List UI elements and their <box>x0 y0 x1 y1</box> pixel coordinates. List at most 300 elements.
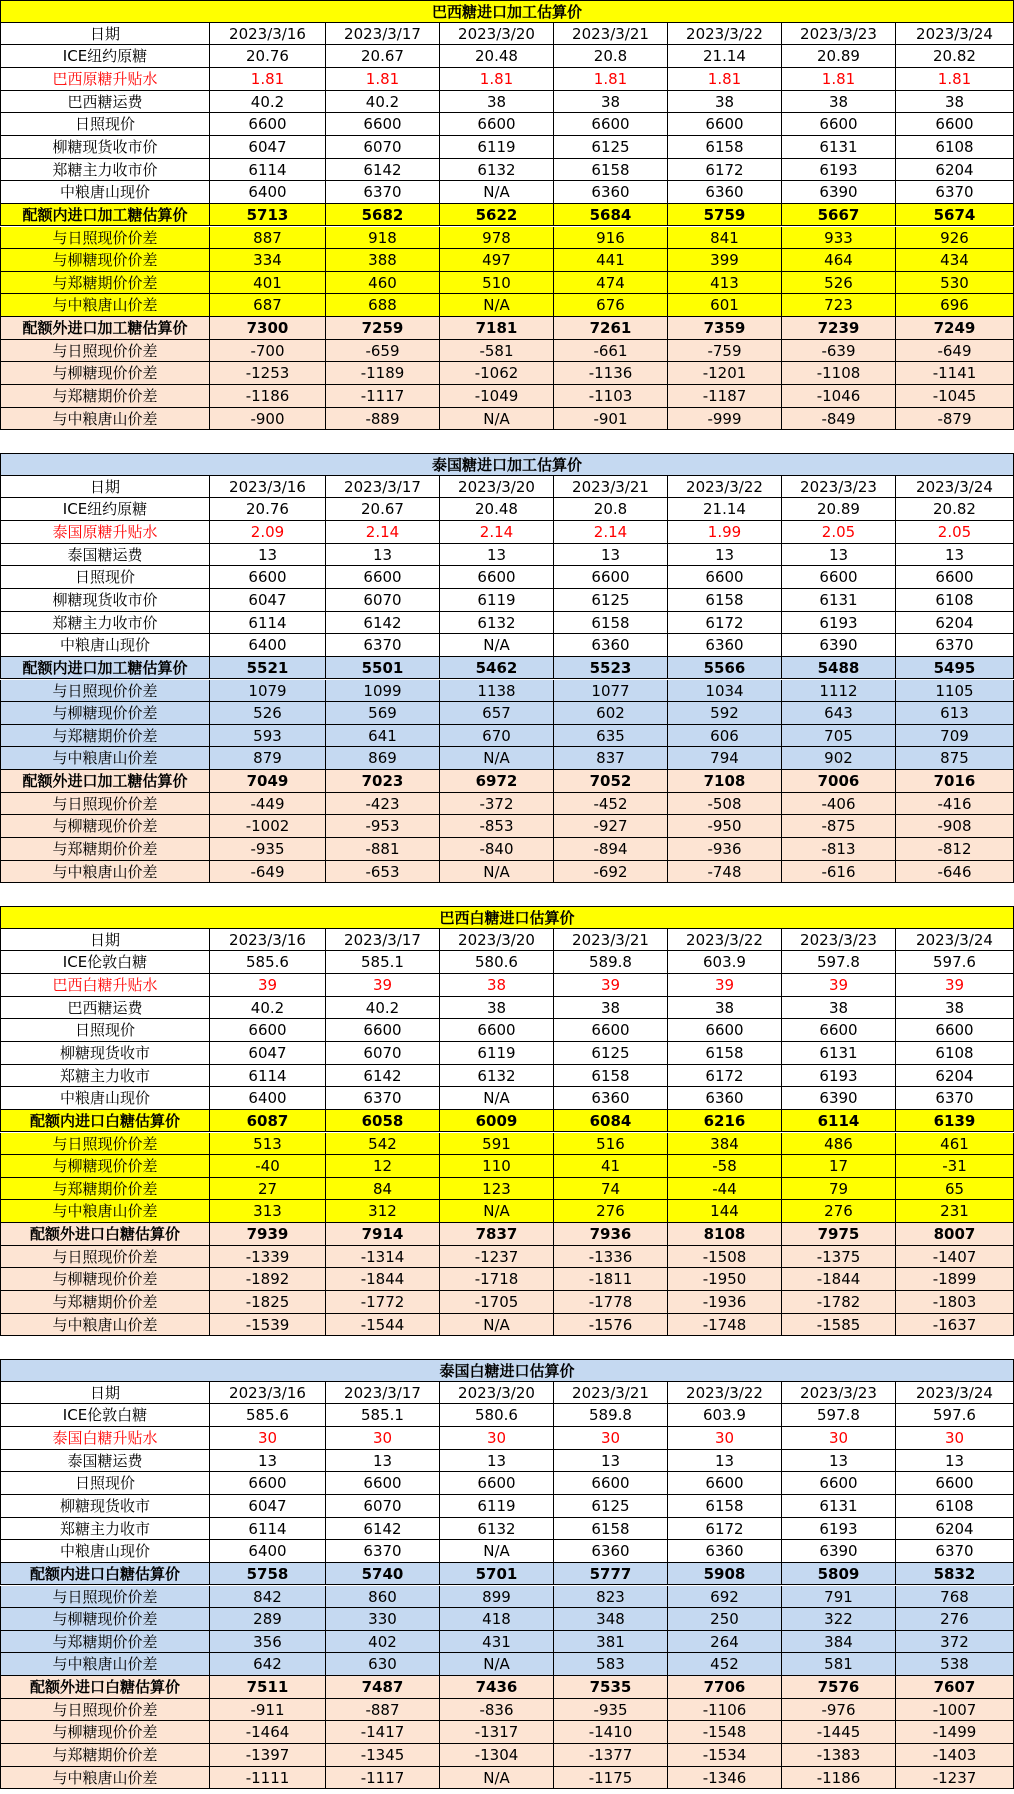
row-label: 与柳糖现价价差 <box>0 1608 210 1631</box>
value-cell: -875 <box>782 815 896 838</box>
value-cell: 692 <box>668 1586 782 1609</box>
row-label: 与日照现价价差 <box>0 227 210 250</box>
table-row <box>0 612 1014 635</box>
value-cell: 38 <box>440 974 554 997</box>
value-cell: 6600 <box>896 566 1014 589</box>
table-row <box>0 1155 1014 1178</box>
row-label: 日期 <box>0 476 210 499</box>
value-cell: 687 <box>210 294 326 317</box>
value-cell: 613 <box>896 702 1014 725</box>
value-cell: 6600 <box>554 1472 668 1495</box>
value-cell: 372 <box>896 1631 1014 1654</box>
value-cell: 513 <box>210 1133 326 1156</box>
value-cell: 1.81 <box>326 68 440 91</box>
value-cell: -1410 <box>554 1721 668 1744</box>
value-cell: -901 <box>554 408 668 431</box>
value-cell: 688 <box>326 294 440 317</box>
value-cell: 6172 <box>668 1518 782 1541</box>
value-cell: 2023/3/20 <box>440 1382 554 1405</box>
value-cell: -1375 <box>782 1246 896 1269</box>
value-cell: 13 <box>782 544 896 567</box>
value-cell: -659 <box>326 340 440 363</box>
value-cell: 348 <box>554 1608 668 1631</box>
value-cell: 250 <box>668 1608 782 1631</box>
value-cell: 13 <box>554 544 668 567</box>
value-cell: 7607 <box>896 1676 1014 1699</box>
value-cell: -1464 <box>210 1721 326 1744</box>
value-cell: 84 <box>326 1178 440 1201</box>
value-cell: 20.48 <box>440 498 554 521</box>
value-cell: 6158 <box>668 136 782 159</box>
value-cell: 13 <box>440 1450 554 1473</box>
value-cell: 431 <box>440 1631 554 1654</box>
value-cell: N/A <box>440 1087 554 1110</box>
table-row <box>0 408 1014 431</box>
value-cell: -616 <box>782 861 896 884</box>
value-cell: 402 <box>326 1631 440 1654</box>
row-label: 巴西糖运费 <box>0 91 210 114</box>
value-cell: 2023/3/22 <box>668 23 782 46</box>
value-cell: -1237 <box>896 1767 1014 1790</box>
row-label: 与中粮唐山价差 <box>0 1314 210 1337</box>
value-cell: 603.9 <box>668 1404 782 1427</box>
row-label: 与柳糖现价价差 <box>0 702 210 725</box>
value-cell: 6370 <box>326 1087 440 1110</box>
table-row <box>0 544 1014 567</box>
value-cell: 6600 <box>896 113 1014 136</box>
section-table-4 <box>0 1359 1014 1789</box>
value-cell: 5777 <box>554 1563 668 1586</box>
table-row <box>0 272 1014 295</box>
date-header-row <box>0 1382 1014 1405</box>
table-row <box>0 1042 1014 1065</box>
value-cell: 2023/3/16 <box>210 1382 326 1405</box>
value-cell: 6370 <box>326 181 440 204</box>
value-cell: -1899 <box>896 1268 1014 1291</box>
row-label: 配额外进口白糖估算价 <box>0 1223 210 1246</box>
value-cell: 5908 <box>668 1563 782 1586</box>
table-row <box>0 725 1014 748</box>
value-cell: -1403 <box>896 1744 1014 1767</box>
value-cell: -1637 <box>896 1314 1014 1337</box>
value-cell: -40 <box>210 1155 326 1178</box>
value-cell: 6600 <box>440 1019 554 1042</box>
table-row <box>0 340 1014 363</box>
value-cell: 1099 <box>326 680 440 703</box>
value-cell: 40.2 <box>326 997 440 1020</box>
table-row <box>0 1110 1014 1133</box>
row-label: 柳糖现货收市 <box>0 1042 210 1065</box>
value-cell: 13 <box>326 1450 440 1473</box>
value-cell: -1377 <box>554 1744 668 1767</box>
value-cell: -1317 <box>440 1721 554 1744</box>
table-row <box>0 1178 1014 1201</box>
value-cell: 6370 <box>326 634 440 657</box>
table-row <box>0 770 1014 793</box>
value-cell: 2.14 <box>326 521 440 544</box>
value-cell: -1534 <box>668 1744 782 1767</box>
row-label: 与柳糖现价价差 <box>0 1155 210 1178</box>
table-row <box>0 204 1014 227</box>
value-cell: 231 <box>896 1200 1014 1223</box>
table-row <box>0 1518 1014 1541</box>
value-cell: 39 <box>554 974 668 997</box>
value-cell: 6108 <box>896 136 1014 159</box>
table-row <box>0 294 1014 317</box>
value-cell: -879 <box>896 408 1014 431</box>
value-cell: 791 <box>782 1586 896 1609</box>
value-cell: 6131 <box>782 589 896 612</box>
value-cell: 6360 <box>668 634 782 657</box>
value-cell: 6370 <box>896 1087 1014 1110</box>
row-label: 与郑糖期价价差 <box>0 1178 210 1201</box>
value-cell: -1046 <box>782 385 896 408</box>
value-cell: 6070 <box>326 589 440 612</box>
value-cell: 5501 <box>326 657 440 680</box>
value-cell: -1748 <box>668 1314 782 1337</box>
value-cell: 38 <box>668 997 782 1020</box>
value-cell: 388 <box>326 249 440 272</box>
value-cell: 7914 <box>326 1223 440 1246</box>
value-cell: 40.2 <box>210 91 326 114</box>
date-header-row <box>0 23 1014 46</box>
value-cell: 2.05 <box>896 521 1014 544</box>
row-label: ICE伦敦白糖 <box>0 1404 210 1427</box>
value-cell: 869 <box>326 747 440 770</box>
value-cell: 7576 <box>782 1676 896 1699</box>
value-cell: 7249 <box>896 317 1014 340</box>
value-cell: 887 <box>210 227 326 250</box>
value-cell: 5682 <box>326 204 440 227</box>
value-cell: 5667 <box>782 204 896 227</box>
value-cell: 6600 <box>782 113 896 136</box>
value-cell: 13 <box>896 1450 1014 1473</box>
table-row <box>0 1450 1014 1473</box>
value-cell: 322 <box>782 1608 896 1631</box>
value-cell: 918 <box>326 227 440 250</box>
table-row <box>0 68 1014 91</box>
value-cell: 705 <box>782 725 896 748</box>
value-cell: -1782 <box>782 1291 896 1314</box>
value-cell: 21.14 <box>668 498 782 521</box>
value-cell: 38 <box>554 91 668 114</box>
row-label: 郑糖主力收市 <box>0 1065 210 1088</box>
value-cell: 5832 <box>896 1563 1014 1586</box>
value-cell: 580.6 <box>440 1404 554 1427</box>
value-cell: 2023/3/20 <box>440 476 554 499</box>
value-cell: 2023/3/21 <box>554 929 668 952</box>
table-row <box>0 1744 1014 1767</box>
value-cell: 13 <box>210 1450 326 1473</box>
value-cell: -31 <box>896 1155 1014 1178</box>
value-cell: 6114 <box>210 1065 326 1088</box>
row-label: 柳糖现货收市 <box>0 1495 210 1518</box>
value-cell: 13 <box>896 544 1014 567</box>
value-cell: -449 <box>210 793 326 816</box>
value-cell: 6125 <box>554 589 668 612</box>
value-cell: -1544 <box>326 1314 440 1337</box>
value-cell: -908 <box>896 815 1014 838</box>
value-cell: 6360 <box>668 181 782 204</box>
value-cell: -1189 <box>326 362 440 385</box>
table-row <box>0 1200 1014 1223</box>
value-cell: 20.67 <box>326 45 440 68</box>
table-row <box>0 1314 1014 1337</box>
value-cell: 1112 <box>782 680 896 703</box>
value-cell: 384 <box>782 1631 896 1654</box>
value-cell: -1499 <box>896 1721 1014 1744</box>
value-cell: -1141 <box>896 362 1014 385</box>
value-cell: 597.6 <box>896 951 1014 974</box>
table-row <box>0 1767 1014 1790</box>
value-cell: 5809 <box>782 1563 896 1586</box>
value-cell: 2.05 <box>782 521 896 544</box>
value-cell: 30 <box>440 1427 554 1450</box>
value-cell: 7359 <box>668 317 782 340</box>
table-row <box>0 1223 1014 1246</box>
row-label: 柳糖现货收市价 <box>0 136 210 159</box>
row-label: 与日照现价价差 <box>0 1133 210 1156</box>
table-row <box>0 159 1014 182</box>
row-label: 日期 <box>0 1382 210 1405</box>
value-cell: 6132 <box>440 159 554 182</box>
value-cell: 38 <box>554 997 668 1020</box>
value-cell: -58 <box>668 1155 782 1178</box>
row-label: 与日照现价价差 <box>0 1586 210 1609</box>
row-label: 与柳糖现价价差 <box>0 362 210 385</box>
value-cell: -372 <box>440 793 554 816</box>
value-cell: 6009 <box>440 1110 554 1133</box>
row-label: 日照现价 <box>0 1472 210 1495</box>
table-row <box>0 974 1014 997</box>
value-cell: 40.2 <box>326 91 440 114</box>
value-cell: -1539 <box>210 1314 326 1337</box>
value-cell: 6119 <box>440 136 554 159</box>
value-cell: 7261 <box>554 317 668 340</box>
row-label: 与日照现价价差 <box>0 1246 210 1269</box>
value-cell: N/A <box>440 294 554 317</box>
value-cell: 6070 <box>326 1495 440 1518</box>
value-cell: 2.09 <box>210 521 326 544</box>
value-cell: 2023/3/23 <box>782 23 896 46</box>
value-cell: -1772 <box>326 1291 440 1314</box>
table-row <box>0 861 1014 884</box>
value-cell: 2023/3/17 <box>326 1382 440 1405</box>
value-cell: 20.82 <box>896 498 1014 521</box>
value-cell: N/A <box>440 408 554 431</box>
value-cell: 1079 <box>210 680 326 703</box>
table-row <box>0 249 1014 272</box>
value-cell: 538 <box>896 1653 1014 1676</box>
value-cell: 7006 <box>782 770 896 793</box>
value-cell: 6158 <box>668 1495 782 1518</box>
row-label: 日期 <box>0 929 210 952</box>
table-row <box>0 1427 1014 1450</box>
value-cell: 6114 <box>210 159 326 182</box>
value-cell: 7436 <box>440 1676 554 1699</box>
value-cell: -1705 <box>440 1291 554 1314</box>
row-label: 泰国糖运费 <box>0 1450 210 1473</box>
value-cell: 6600 <box>668 566 782 589</box>
value-cell: 6132 <box>440 1518 554 1541</box>
value-cell: -1062 <box>440 362 554 385</box>
value-cell: -1585 <box>782 1314 896 1337</box>
value-cell: -661 <box>554 340 668 363</box>
table-row <box>0 589 1014 612</box>
value-cell: -935 <box>210 838 326 861</box>
value-cell: -1892 <box>210 1268 326 1291</box>
value-cell: 6360 <box>554 634 668 657</box>
value-cell: -1811 <box>554 1268 668 1291</box>
value-cell: 5622 <box>440 204 554 227</box>
table-row <box>0 1065 1014 1088</box>
value-cell: 30 <box>554 1427 668 1450</box>
table-row <box>0 136 1014 159</box>
row-label: 配额外进口加工糖估算价 <box>0 317 210 340</box>
value-cell: 641 <box>326 725 440 748</box>
value-cell: -1407 <box>896 1246 1014 1269</box>
value-cell: -1950 <box>668 1268 782 1291</box>
value-cell: 6158 <box>554 159 668 182</box>
value-cell: 597.8 <box>782 951 896 974</box>
value-cell: 6172 <box>668 1065 782 1088</box>
value-cell: 6114 <box>210 612 326 635</box>
value-cell: 6108 <box>896 1042 1014 1065</box>
value-cell: 460 <box>326 272 440 295</box>
value-cell: 2023/3/23 <box>782 1382 896 1405</box>
value-cell: -1825 <box>210 1291 326 1314</box>
value-cell: 978 <box>440 227 554 250</box>
value-cell: -1045 <box>896 385 1014 408</box>
value-cell: 13 <box>782 1450 896 1473</box>
value-cell: -1336 <box>554 1246 668 1269</box>
table-row <box>0 657 1014 680</box>
section-table-1 <box>0 0 1014 430</box>
value-cell: 13 <box>326 544 440 567</box>
table-row <box>0 1653 1014 1676</box>
value-cell: -1253 <box>210 362 326 385</box>
table-row <box>0 521 1014 544</box>
value-cell: 6370 <box>896 181 1014 204</box>
value-cell: 123 <box>440 1178 554 1201</box>
table-row <box>0 815 1014 838</box>
value-cell: -639 <box>782 340 896 363</box>
value-cell: 110 <box>440 1155 554 1178</box>
value-cell: 6204 <box>896 1065 1014 1088</box>
value-cell: -1339 <box>210 1246 326 1269</box>
value-cell: 2023/3/17 <box>326 23 440 46</box>
row-label: 与郑糖期价价差 <box>0 1744 210 1767</box>
section-table-3 <box>0 906 1014 1336</box>
value-cell: 5674 <box>896 204 1014 227</box>
value-cell: 842 <box>210 1586 326 1609</box>
value-cell: 6047 <box>210 136 326 159</box>
value-cell: 6360 <box>554 1540 668 1563</box>
value-cell: -1237 <box>440 1246 554 1269</box>
value-cell: 6142 <box>326 1518 440 1541</box>
value-cell: 6972 <box>440 770 554 793</box>
value-cell: 6131 <box>782 1042 896 1065</box>
value-cell: 384 <box>668 1133 782 1156</box>
table-row <box>0 1540 1014 1563</box>
value-cell: 6600 <box>210 1019 326 1042</box>
value-cell: -1508 <box>668 1246 782 1269</box>
table-row <box>0 634 1014 657</box>
value-cell: 289 <box>210 1608 326 1631</box>
value-cell: 602 <box>554 702 668 725</box>
row-label: 巴西原糖升贴水 <box>0 68 210 91</box>
value-cell: 597.6 <box>896 1404 1014 1427</box>
table-row <box>0 362 1014 385</box>
value-cell: -759 <box>668 340 782 363</box>
value-cell: 7049 <box>210 770 326 793</box>
value-cell: 2023/3/23 <box>782 929 896 952</box>
value-cell: 6600 <box>440 566 554 589</box>
value-cell: 38 <box>668 91 782 114</box>
value-cell: -508 <box>668 793 782 816</box>
section-table-2 <box>0 453 1014 883</box>
row-label: 配额内进口白糖估算价 <box>0 1110 210 1133</box>
table-row <box>0 1586 1014 1609</box>
value-cell: 2023/3/23 <box>782 476 896 499</box>
value-cell: 926 <box>896 227 1014 250</box>
value-cell: 39 <box>896 974 1014 997</box>
value-cell: 589.8 <box>554 951 668 974</box>
value-cell: 6132 <box>440 612 554 635</box>
value-cell: N/A <box>440 1540 554 1563</box>
value-cell: -894 <box>554 838 668 861</box>
value-cell: -1049 <box>440 385 554 408</box>
value-cell: -649 <box>210 861 326 884</box>
value-cell: 6193 <box>782 1065 896 1088</box>
row-label: 泰国糖运费 <box>0 544 210 567</box>
value-cell: 6125 <box>554 1495 668 1518</box>
value-cell: -1383 <box>782 1744 896 1767</box>
row-label: 泰国白糖升贴水 <box>0 1427 210 1450</box>
value-cell: -1548 <box>668 1721 782 1744</box>
value-cell: 2023/3/16 <box>210 929 326 952</box>
value-cell: 2023/3/21 <box>554 1382 668 1405</box>
value-cell: 696 <box>896 294 1014 317</box>
value-cell: -1201 <box>668 362 782 385</box>
table-row <box>0 227 1014 250</box>
value-cell: -849 <box>782 408 896 431</box>
value-cell: -1103 <box>554 385 668 408</box>
value-cell: 8007 <box>896 1223 1014 1246</box>
value-cell: 585.1 <box>326 951 440 974</box>
value-cell: 486 <box>782 1133 896 1156</box>
table-row <box>0 702 1014 725</box>
row-label: 与日照现价价差 <box>0 680 210 703</box>
value-cell: -406 <box>782 793 896 816</box>
value-cell: 418 <box>440 1608 554 1631</box>
value-cell: 7108 <box>668 770 782 793</box>
value-cell: 6142 <box>326 1065 440 1088</box>
value-cell: -416 <box>896 793 1014 816</box>
row-label: ICE纽约原糖 <box>0 498 210 521</box>
value-cell: 2023/3/21 <box>554 476 668 499</box>
value-cell: 65 <box>896 1178 1014 1201</box>
value-cell: 630 <box>326 1653 440 1676</box>
value-cell: 6600 <box>326 113 440 136</box>
value-cell: -1136 <box>554 362 668 385</box>
value-cell: -900 <box>210 408 326 431</box>
value-cell: -936 <box>668 838 782 861</box>
value-cell: 39 <box>326 974 440 997</box>
value-cell: 6600 <box>210 566 326 589</box>
value-cell: 603.9 <box>668 951 782 974</box>
table-row <box>0 317 1014 340</box>
